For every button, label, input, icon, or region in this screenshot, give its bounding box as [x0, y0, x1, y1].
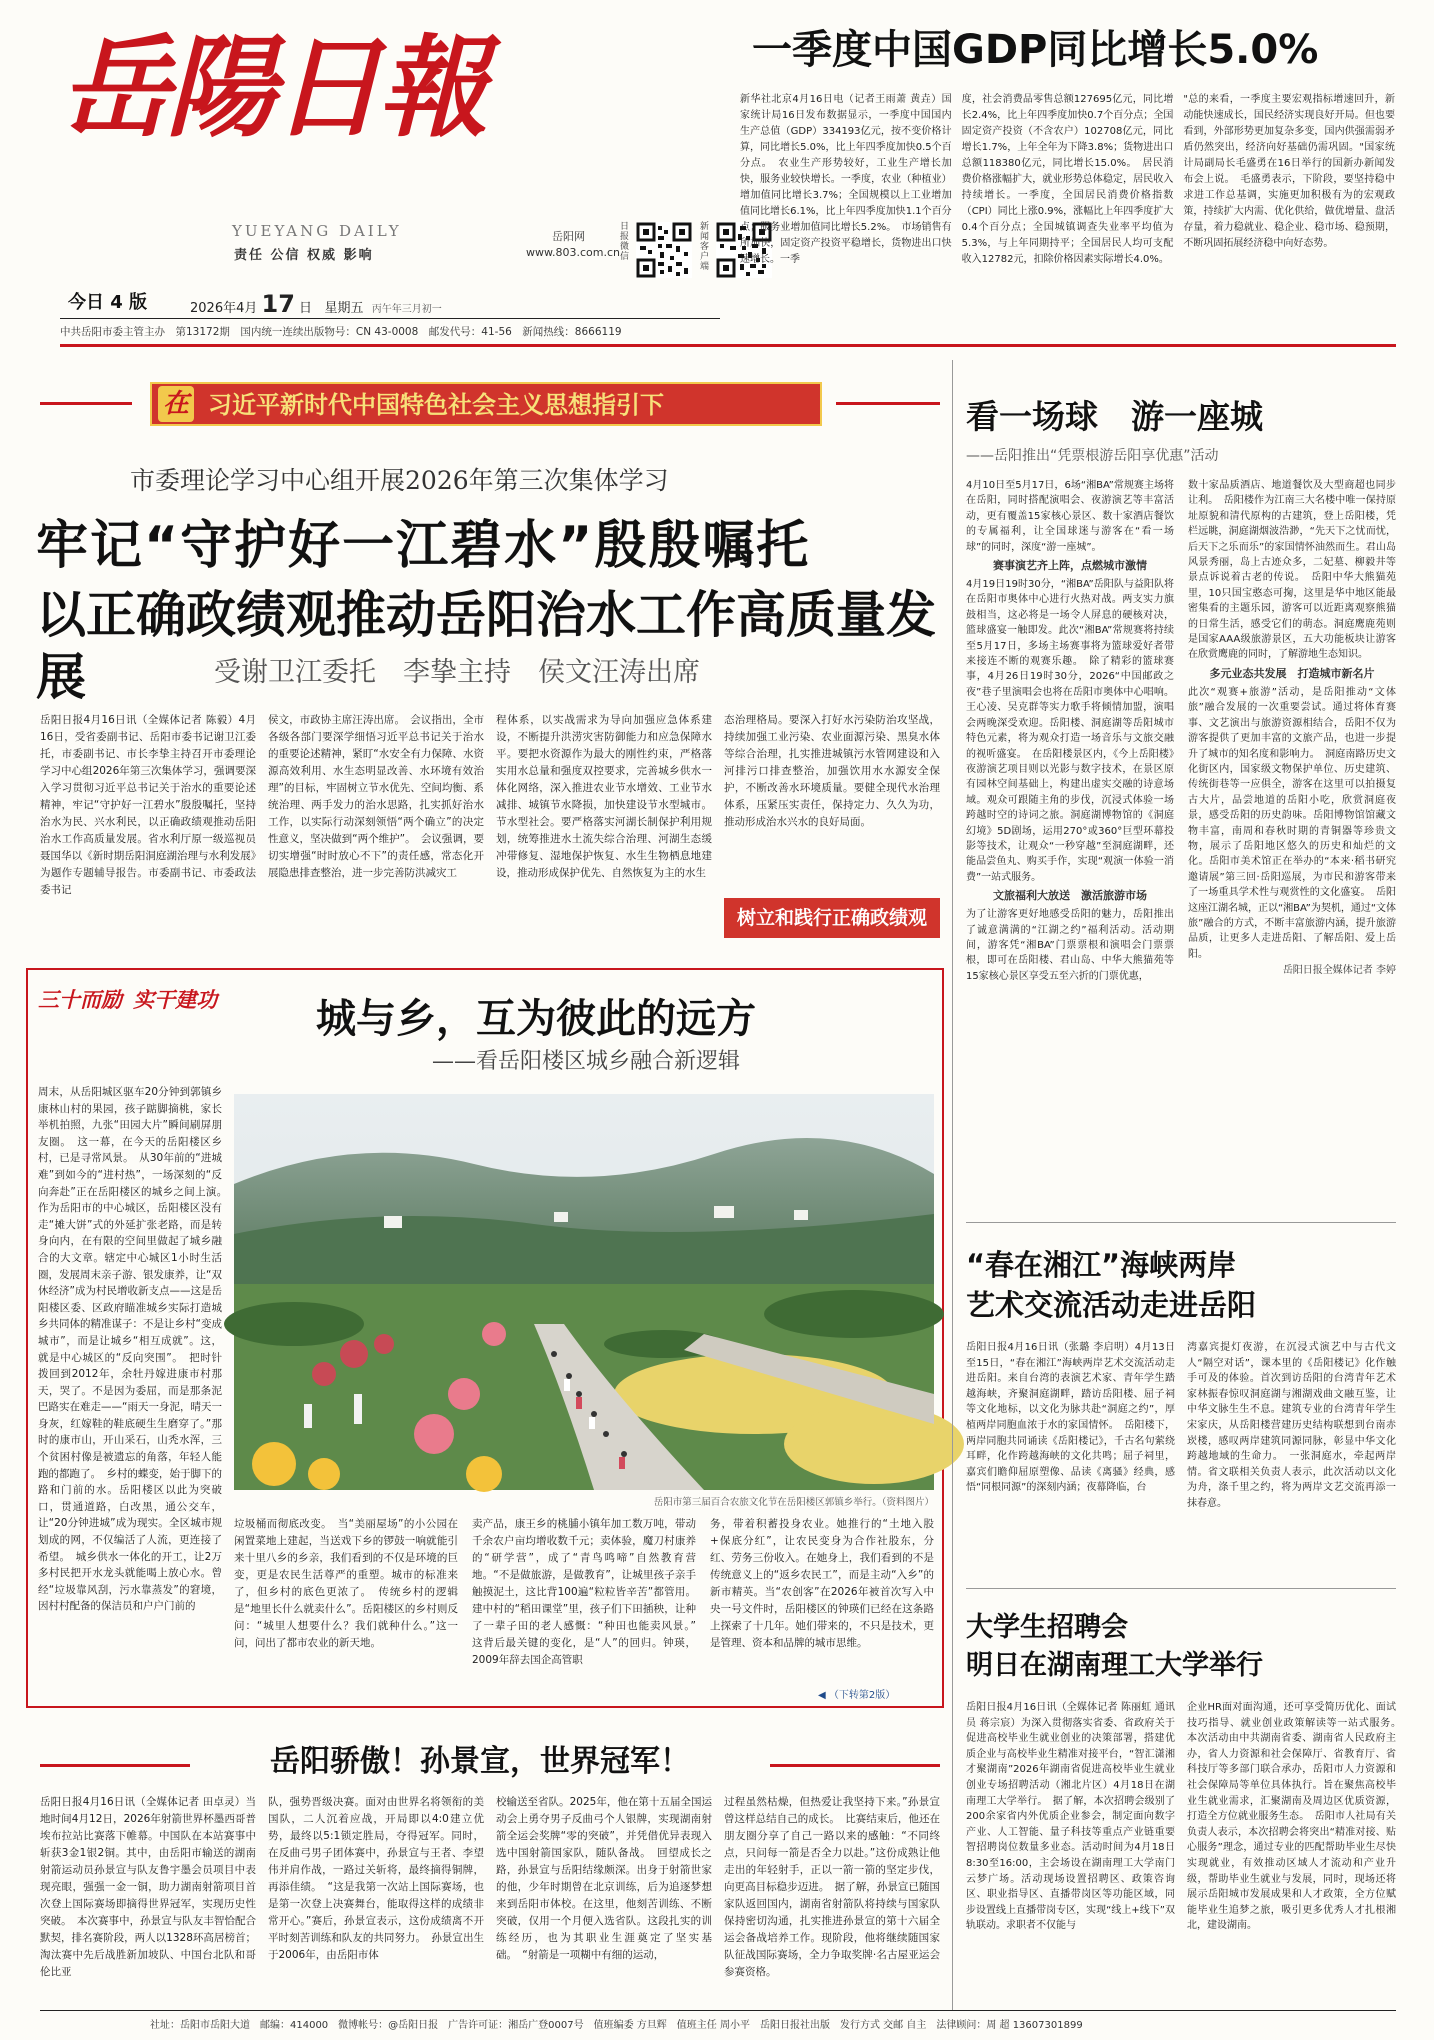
champion-rule-left	[40, 1764, 190, 1767]
feature-subtitle: ——看岳阳楼区城乡融合新逻辑	[432, 1049, 741, 1074]
issue-date	[190, 290, 442, 318]
jobfair-title-2: 明日在湖南理工大学举行	[966, 1650, 1263, 1681]
triangle-arrow-icon: ◀	[818, 1690, 826, 1701]
jobfair-col-1: 岳阳日报4月16日讯（全媒体记者 陈丽虹 通讯员 蒋宗宸）为深入贯彻落实省委、省政府关于促进高校毕业生就业创业的决策部署，搭建优质企业与高校毕业生精准对接平台，“智汇潇湘 才聚湖南”2026年湖南省促进高校毕业生就业创业专场招聘活动（湘北片区）4月18日在湖南理工大学举行。 据了解，本次招聘会级别了200余家省内外优质企业参会，制定面向数字产业、人工智能、量子科技等重点产业链重要智招聘岗位数量多业态。活动时间为4月18日8:30至16:00，主会场设在湖南理工大学南门云梦广场。活动现场设置招聘区、政策咨询区、职业指导区、直播带岗区等功能区域，同步设置线上直播带岗专区，实现“线上+线下”双轨联动。求职者不仅能与	[966, 1702, 1175, 1932]
strait-title-2: 艺术交流活动走进岳阳	[966, 1288, 1257, 1322]
right-divider-2	[966, 1588, 1396, 1589]
basketball-text-3: 为了让游客更好地感受岳阳的魅力，岳阳推出了诚意满满的“江湖之约”福利活动。活动期间，游客凭“湘BA”门票票根和演唱会门票票根，即可在岳阳楼、君山岛、中华大熊猫苑等15家核心景区享受五至六折的门票优惠，	[966, 909, 1174, 982]
feature-col-1: 垃圾桶而彻底改变。 当“美丽屋场”的小公园在闲置菜地上建起，当送戏下乡的锣鼓一响就能引来十里八乡的乡亲，我们看到的不仅是环境的巨变，更是农民生活尊严的重塑。城市的标准来了，但乡村的底色更浓了。 传统乡村的逻辑是“地里长什么就卖什么”。岳阳楼区的乡村则反问：“城里人想要什么？我们就种什么。”这一问，问出了都市农业的新天地。	[234, 1518, 458, 1649]
basketball-text-1: 4月10日至5月17日，6场“湘BA”常规赛主场将在岳阳，同时搭配演唱会、夜游演艺等丰富活动，更有覆盖15家核心景区、数十家酒店餐饮的专属福利，让全国球迷与游客在“看一场球”的同时，深度“游一座城”。	[966, 480, 1174, 553]
banner-line-right	[836, 402, 940, 405]
site-label: 岳阳网	[552, 230, 585, 243]
champion-body	[40, 1794, 940, 1998]
red-seal-icon: 在	[158, 386, 194, 422]
right-divider-1	[966, 1222, 1396, 1223]
date-suffix: 日	[299, 301, 313, 316]
banner-box	[150, 382, 822, 426]
newspaper-pinyin: YUEYANG DAILY	[232, 222, 402, 240]
banner-text: 习近平新时代中国特色社会主义思想指引下	[208, 391, 664, 419]
lead-col-4-wrap	[724, 712, 940, 952]
basketball-section-1: 赛事演艺齐上阵，点燃城市激情	[993, 559, 1147, 573]
lead-title-1: 牢记“守护好一江碧水”殷殷嘱托	[36, 516, 811, 576]
gdp-col-3: "总的来看，一季度主要宏观指标增速回升，新动能快速成长，国民经济实现良好开局。但也要看到，外部形势更加复杂多变，国内供强需弱矛盾仍然突出，经济向好基础仍需巩固。"国家统计局副局长毛盛勇在16日举行的国新办新闻发布会上说。 毛盛勇表示，下阶段，要坚持稳中求进工作总基调，实施更加积极有为的宏观政策，持续扩大内需、优化供给，做优增量、盘活存量，着力稳就业、稳企业、稳市场、稳预期，不断巩固拓展经济稳中向好态势。	[1183, 94, 1396, 249]
masthead	[0, 0, 1434, 340]
feature-title: 城与乡，互为彼此的远方	[316, 996, 756, 1042]
footer-text: 社址：岳阳市岳阳大道 邮编：414000 微博帐号：@岳阳日报 广告许可证：湘岳广登0007号 值班编委 方旦辉 值班主任 周小平 岳阳日报社出版 发行方式 交邮 自主 法律顾问：周 超 13607301899	[150, 2020, 1083, 2031]
qr-code-icon[interactable]	[636, 222, 692, 278]
lead-kicker: 市委理论学习中心组开展2026年第三次集体学习	[130, 466, 669, 495]
champion-rule-right	[770, 1764, 940, 1767]
strait-title-1: “春在湘江”海峡两岸	[966, 1248, 1237, 1282]
header-rule	[60, 344, 1396, 347]
continue-note	[818, 1686, 895, 1701]
lead-col-4: 态治理格局。要深入打好水污染防治攻坚战，持续加强工业污染、农业面源污染、黑臭水体等综合治理，扎实推进城镇污水管网建设和入河排污口排查整治，加强饮用水水源安全保护，不断改善水环境质量。要健全现代水治理体系，压紧压实责任，保持定力、久久为功，推动形成治水兴水的良好局面。	[724, 714, 940, 828]
gdp-col-2: 度，社会消费品零售总额127695亿元，同比增长2.4%，比上年四季度加快0.7个百分点；全国固定资产投资（不含农户）102708亿元，同比增长1.7%，上年全年为下降3.8%；货物进出口总额118380亿元，同比增长15.0%。 居民消费价格涨幅扩大，就业形势总体稳定，居民收入持续增长。一季度，全国居民消费价格指数（CPI）同比上涨0.9%，涨幅比上年四季度扩大0.4个百分点；全国城镇调查失业率平均值为5.3%，与上年同期持平；全国居民人均可支配收入12782元，扣除价格因素实际增长4.0%。	[961, 94, 1174, 265]
feature-photo-caption: 岳阳市第三届百合农旅文化节在岳阳楼区郭镇乡举行。（资料图片）	[653, 1497, 934, 1508]
lead-body	[40, 712, 940, 952]
champion-col-4: 过程虽然枯燥，但热爱让我坚持下来。”孙景宣曾这样总结自己的成长。 比赛结束后，他还在朋友圈分享了自己一路以来的感触：“不同终点，只问每一箭是否全力以赴。”这份成熟让他走出的年轻射手，正以一箭一箭的坚定步伐，向更高目标稳步迈进。 据了解，孙景宣已随国家队返回国内，湖南省射箭队将持续与国家队保持密切沟通，扎实推进孙景宣的第十六届全运会备战培养工作。现阶段，他将继续随国家队征战国际赛场，全力争取奖牌·名古屋亚运会参赛资格。	[724, 1796, 940, 1978]
basketball-section-3: 多元业态共发展 打造城市新名片	[1209, 666, 1375, 680]
basketball-col-right	[1188, 478, 1396, 1206]
basketball-col-left	[966, 478, 1174, 1206]
jobfair-col-2: 企业HR面对面沟通，还可享受简历优化、面试技巧指导、就业创业政策解读等一站式服务。 本次活动由中共湖南省委、湖南省人民政府主办，省人力资源和社会保障厅、省教育厅、省科技厅等多部门联合承办，岳阳市人力资源和社会保障局等单位具体执行。旨在聚焦高校毕业生就业需求，汇聚湖南及周边区优质资源，打造全方位就业服务生态。 岳阳市人社局有关负责人表示，本次招聘会将突出“精准对接、贴心服务”理念，通过专业的匹配帮助毕业生尽快实现就业，有效推动区域人才流动和产业升级，帮助毕业生就业与发展，同时，现场还将展示岳阳城市发展成果和人才政策，全方位赋能毕业生追梦之旅，吸引更多优秀人才扎根湘北，建设湖南。	[1187, 1702, 1406, 1932]
basketball-subtitle: ——岳阳推出“凭票根游岳阳享优惠”活动	[966, 448, 1219, 464]
jobfair-body	[966, 1700, 1406, 1998]
feature-bottom-cols	[234, 1516, 934, 1684]
lead-col-3: 程体系，以实战需求为导向加强应急体系建设，不断提升洪涝灾害防御能力和应急保障水平。要把水资源作为最大的刚性约束，严格落实用水总量和强度双控要求，完善城乡供水一体化网络，深入推进农业节水增效、工业节水减排、城镇节水降损，加快建设节水型城市。节水型社会。要严格落实河湖长制保护利用规划，统筹推进水土流失综合治理、河湖生态缓冲带修复、湿地保护恢复、水生生物栖息地建设，推动形成保护优先、自然恢复为主的水生	[496, 714, 712, 879]
champion-col-1: 岳阳日报4月16日讯（全媒体记者 田卓灵）当地时间4月12日，2026年射箭世界杯墨西哥普埃布拉站比赛落下帷幕。中国队在本站赛事中斩获3金1银2铜。其中，由岳阳市输送的湖南射箭运动员孙景宣与队友鲁宇墨会员项目中表现亮眼，强强一金一铜，助力湖南射箭项目首次登上国际赛场即摘得世界冠军，实现历史性突破。 本次赛事中，孙景宣与队友丰智恰配合默契，排名赛阶段，两人以1328环高居榜首；淘汰赛中先后战胜新加坡队、中国台北队和哥伦比亚	[40, 1796, 256, 1978]
column-divider	[952, 360, 953, 2010]
basketball-byline: 岳阳日报全媒体记者 李婷	[1282, 965, 1396, 977]
feature-col-2: 卖产品，康王乡的桃脯小镇年加工数万吨，带动千余农户亩均增收数千元；卖体验，魔刀村康养的“研学营”，成了“青鸟鸣啼”自然教育营地。“不是做旅游，是做教育”，让城里孩子亲手触摸泥土，这比背100遍“粒粒皆辛苦”都管用。建中村的“稻田课堂”里，孩子们下田插秧，让种了一辈子田的老人感慨：“种田也能卖风景。” 这背后最关键的变化，是“人”的回归。钟瑛，2009年辞去国企高管职	[472, 1518, 707, 1666]
gdp-body	[740, 92, 1395, 328]
gdp-headline: 一季度中国GDP同比增长5.0%	[752, 27, 1319, 73]
basketball-text-5: 此次“观赛+旅游”活动，是岳阳推动“文体旅”融合发展的一次重要尝试。通过将体育赛事、文艺演出与旅游资源相结合，岳阳不仅为游客提供了更加丰富的文旅产品，也进一步提升了城市的知名度和影响力。 洞庭南路历史文化街区内，国家级文物保护单位、历史建筑、传统街巷等一应俱全，游客在这里可以拍摄复古大片，品尝地道的岳阳小吃，欣赏洞庭夜景，感受岳阳的历史韵味。岳阳博物馆馆藏文物丰富，南周和春秋时期的青铜器等珍贵文物，展示了岳阳地区悠久的历史和灿烂的文化。岳阳市美术馆正在举办的“本来·稻书研究邀请展”第三回·岳阳巡展，为市民和游客带来了一场重具学术性与观赏性的文化盛宴。 岳阳这座江湖名城，正以“湘BA”为契机，通过“文体旅”融合的方式，不断丰富旅游内涵，提升旅游品质，让更多人走进岳阳、了解岳阳、爱上岳阳。	[1188, 686, 1397, 960]
basketball-text-4: 数十家品质酒店、地道餐饮及大型商超也同步让利。 岳阳楼作为江南三大名楼中唯一保持原址原貌和清代原构的古建筑，登上岳阳楼，凭栏远眺，洞庭湖烟波浩渺，“先天下之忧而忧，后天下之乐而乐”的家国情怀油然而生。君山岛风景秀丽，岛上古迹众多，二妃墓、柳毅井等景点诉说着古老的传说。 岳阳中华大熊猫苑里，10只国宝憨态可掬，这里是华中地区能最密集看的主题乐园，游客可以近距离观察熊猫的日常生活，感受它们的萌态。洞庭鹰鹿苑则是国家AAA级旅游景区，五大功能板块让游客在欣赏鹰鹿的同时，了解游地生态知识。	[1188, 480, 1396, 661]
date-prefix: 2026年4月	[190, 301, 258, 316]
basketball-section-2: 文旅福利大放送 激活旅游市场	[993, 889, 1147, 903]
gdp-col-1: 新华社北京4月16日电（记者王雨萧 黄垚）国家统计局16日发布数据显示，一季度中国国内生产总值（GDP）334193亿元，按不变价格计算，同比增长5.0%，比上年四季度加快0.5个百分点。 农业生产形势较好，工业生产增长加快，服务业较快增长。一季度，农业（种植业）增加值同比增长3.7%；全国规模以上工业增加值同比增长6.1%，比上年四季度加快1.1个百分点；服务业增加值同比增长5.2%。 市场销售有所加快，固定资产投资平稳增长，货物进出口快速增长。一季	[740, 94, 952, 265]
basketball-text-2: 4月19日19时30分，“湘BA”岳阳队与益阳队将在岳阳市奥体中心进行火热对战。两支实力旗鼓相当，这必将是一场令人屏息的硬核对决，篮球盛宴一触即发。此次“湘BA”常规赛将持续至5月17日，多场主场赛事将为篮球爱好者带来接连不断的观赛乐趣。 除了精彩的篮球赛事，4月26日19时30分，2026“中国邮政之夜”巷子里演唱会也将在岳阳市奥体中心唱响。王心凌、吴克群等实力歌手将倾情加盟，演唱会两晚深受欢迎。岳阳楼、洞庭湖等岳阳城市特色元素，将为观众打造一场音乐与文旅交融的视听盛宴。 在岳阳楼景区内，《今上岳阳楼》夜游演艺项目则以光影与数字技术，在景区原有园林空间基础上，构建出虚实交融的诗意场域。观众可跟随主角的步伐，沉浸式体验一场跨越时空的诗词之旅。洞庭湖博物馆的《洞庭幻境》5D剧场，运用270°或360°巨型环幕投影等技术，让观众“一秒穿越”至洞庭湖畔，还能品尝鱼丸、购买手作，实现“观演一体验一消费”一站式服务。	[966, 579, 1174, 883]
lead-title-2: 以正确政绩观推动岳阳治水工作高质量发展	[36, 586, 936, 706]
continue-text: （下转第2版）	[828, 1690, 896, 1701]
lunar-date: 丙午年三月初一	[371, 304, 442, 315]
feature-tag-1: 三十而励	[38, 987, 122, 1012]
lead-col-1: 岳阳日报4月16日讯（全媒体记者 陈毅）4月16日，受省委副书记、岳阳市委书记谢卫江委托，市委副书记、市长李挚主持召开市委理论学习中心组2026年第三次集体学习，强调要深入学习贯彻习近平总书记关于治水的重要论述精神，牢记“守护好一江碧水”殷殷嘱托，坚持治水为民、兴水利民，以正确政绩观推动岳阳治水工作高质量发展。省水利厅原一级巡视员聂国华以《新时期岳阳洞庭湖治理与水利发展》为题作专题辅导报告。市委副书记、市委政法委书记	[40, 714, 256, 896]
feature-frame	[26, 968, 944, 1708]
jobfair-title-1: 大学生招聘会	[966, 1612, 1128, 1643]
basketball-title: 看一场球 游一座城	[966, 397, 1263, 436]
champion-col-2: 队，强势晋级决赛。面对由世界名将领衔的美国队，二人沉着应战，开局即以4:0建立优势，最终以5:1锁定胜局，夺得冠军。同时，在反曲弓男子团体赛中，孙景宣与王者、李望伟并肩作战，一路过关斩将，最终摘得铜牌，再添佳绩。 “这是我第一次站上国际赛场，也是第一次登上决赛舞台，能取得这样的成绩非常开心。”赛后，孙景宣表示，这份成绩离不开平时刻苦训练和队友的共同努力。 孙景宣出生于2006年，由岳阳市体	[268, 1796, 484, 1961]
strait-col-1: 岳阳日报4月16日讯（张璐 李启明）4月13日至15日，“春在湘江”海峡两岸艺术交流活动走进岳阳。来自台湾的表演艺术家、青年学生踏越海峡，齐聚洞庭湖畔，踏访岳阳楼、屈子祠等文化地标，以文化为脉共赴“洞庭之约”，厚植两岸同胞血浓于水的家国情怀。 岳阳楼下，两岸同胞共同诵读《岳阳楼记》，千古名句萦绕耳畔，化作跨越海峡的文化共鸣；屈子祠里，嘉宾们瞻仰屈原塑像、品读《离骚》经典，感悟“同根同源”的深刻内涵；夜幕降临，台	[966, 1342, 1175, 1494]
strait-col-2: 湾嘉宾提灯夜游，在沉浸式演艺中与古代文人“隔空对话”，课本里的《岳阳楼记》化作触手可及的体验。首次到访岳阳的台湾青年艺术家林振春惊叹洞庭湖与湘湖戏曲文融互鉴，让中华文脉生生不息。建筑专业的台湾青年学生宋家庆，从岳阳楼营建历史结构联想到台南赤崁楼，感叹两岸建筑同源同脉，彰显中华文化跨越地域的生命力。 一张洞庭水，牵起两岸情。省文联相关负责人表示，此次活动以文化为舟，涤千里之约，将为两岸文艺交流再添一抹春意。	[1187, 1342, 1396, 1509]
newspaper-logo: 岳陽日報	[60, 23, 484, 152]
newspaper-motto: 责任 公信 权威 影响	[234, 248, 374, 263]
feature-tag-2: 实干建功	[133, 987, 218, 1012]
feature-photo	[234, 1094, 934, 1490]
masthead-divider	[60, 318, 720, 319]
lead-col-2: 侯文，市政协主席汪涛出席。 会议指出，全市各级各部门要深学细悟习近平总书记关于治水的重要论述精神，紧盯“水安全有力保障、水资源高效利用、水生态明显改善、水环境有效治理”的目标，牢固树立节水优先、空间均衡、系统治理、两手发力的治水思路，扎实抓好治水工作，以实际行动深刻领悟“两个确立”的决定性意义，坚决做到“两个维护”。 会议强调，要切实增强“时时放心不下”的责任感，常态化开展隐患排查整治，进一步完善防洪减灾工	[268, 714, 484, 879]
champion-title: 岳阳骄傲！孙景宣，世界冠军！	[270, 1744, 690, 1779]
date-day: 17	[261, 290, 295, 318]
strait-body	[966, 1340, 1396, 1572]
feature-left-text: 周末，从岳阳城区驱车20分钟到郭镇乡康林山村的果园，孩子踮脚摘桃，家长举机拍照，九张“田园大片”瞬间刷屏朋友圈。 这一幕，在今天的岳阳楼区乡村，已是寻常风景。 从30年前的“进城难”到如今的“进村热”，一场深刻的“反向奔赴”正在岳阳楼区的城乡之间上演。 作为岳阳市的中心城区，岳阳楼区没有走“摊大饼”式的外延扩张老路，而是转身向内，在有限的空间里做起了城乡融合的大文章。辖定中心城区1小时生活圈，发展周末亲子游、银发康养，让“双休经济”成为村民增收新支点——这是岳阳楼区委、区政府瞄准城乡实际打造城乡共同体的精准谋子：不是让乡村“变成城市”，而是让城乡“相互成就”。这，就是中心城区的“反向突围”。 把时针拨回到2012年，余牡丹嫁进康市村那天，哭了。不是因为委屈，而是那条泥巴路实在难走——“雨天一身泥，晴天一身灰，红嫁鞋的鞋底硬生生磨穿了。”那时的康市山，开山采石，山秃水浑，三个贫困村像是被遗忘的角落，年轻人能跑的都跑了。 乡村的蝶变，始于脚下的路和门前的水。岳阳楼区以此为突破口，贯通道路，白改黑，通公交车，让“20分钟进城”成为现实。全区城市规划成的网，不仅编活了人流，更连接了希望。 城乡供水一体化的开工，让2万多村民把开水龙头就能喝上放心水。曾经“垃圾靠风刮，污水靠蒸发”的窘境，因村村配备的保洁员和户户门前的	[38, 1086, 233, 1613]
publication-info: 中共岳阳市委主管主办 第13172期 国内统一连续出版物号：CN 43-0008 邮发代号：41-56 新闻热线：8666119	[60, 326, 622, 338]
feature-tag	[38, 984, 258, 1024]
banner-line-left	[40, 402, 132, 405]
lead-banner	[40, 382, 940, 426]
edition-count: 今日 4 版	[68, 292, 148, 313]
footer-rule	[40, 2010, 1396, 2011]
qr-label-app: 新闻客户端	[700, 222, 710, 272]
lead-tag: 树立和践行正确政绩观	[724, 898, 940, 938]
feature-col-3: 务，带着积蓄投身农业。她推行的“土地入股+保底分红”，让农民变身为合作社股东，分红、劳务三份收入。在她身上，我们看到的不是传统意义上的“返乡农民工”，而是主动“入乡”的新市精英。当“农创客”在2026年被首次写入中央一号文件时，岳阳楼区的钟瑛们已经在这条路上探索了十几年。她们带来的，不只是技术，更是管理、资本和品牌的城市思维。	[710, 1518, 934, 1649]
site-url[interactable]: www.803.com.cn	[526, 246, 620, 259]
weekday: 星期五	[324, 301, 364, 316]
qr-label-wechat: 日报微信	[620, 222, 630, 262]
basketball-body	[966, 478, 1396, 1208]
lead-deck: 受谢卫江委托 李挚主持 侯文汪涛出席	[214, 657, 700, 688]
champion-col-3: 校输送至省队。2025年，他在第十五届全国运动会上勇夺男子反曲弓个人银牌，实现湖南射箭全运会奖牌“零的突破”，并凭借优异表现入选中国射箭国家队，随队备战。 回望成长之路，孙景宣与岳阳结缘颇深。出身于射箭世家的他，少年时期曾在北京训练，后为追逐梦想来到岳阳市体校。在这里，他刻苦训练、不断突破，仅用一个月便入选省队。这段扎实的训练经历，也为其职业生涯奠定了坚实基础。 “射箭是一项糊中有细的运动，	[496, 1796, 712, 1961]
